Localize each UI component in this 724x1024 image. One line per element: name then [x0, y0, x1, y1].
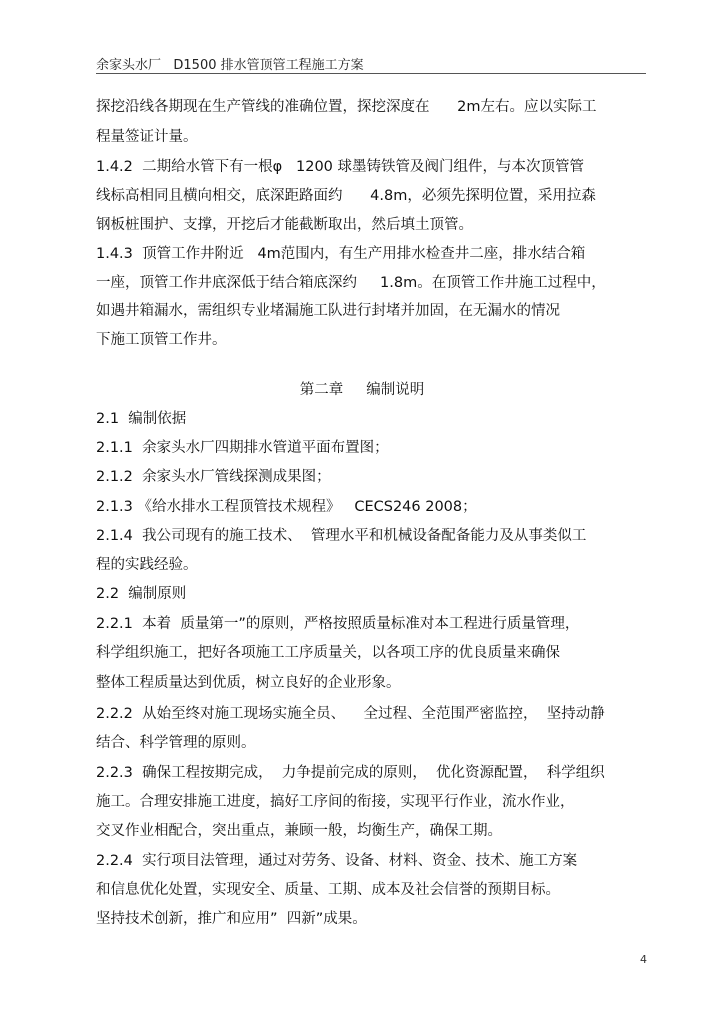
- text-line: 程的实践经验。: [96, 557, 198, 573]
- text-line: 坚持技术创新，推广和应用” 四新”成果。: [96, 911, 367, 927]
- text-line: 科学组织施工，把好各项施工工序质量关，以各项工序的优良质量来确保: [96, 645, 560, 661]
- text-line: 结合、科学管理的原则。: [96, 735, 256, 751]
- header-divider: [96, 73, 646, 74]
- text-line: 2.2.1 本着 质量第一”的原则，严格按照质量标准对本工程进行质量管理，: [96, 616, 580, 632]
- text-line: 2.2.4 实行项目法管理，通过对劳务、设备、材料、资金、技术、施工方案: [96, 853, 578, 869]
- text-line: 2.2.2 从始至终对施工现场实施全员、 全过程、全范围严密监控， 坚持动静: [96, 706, 605, 722]
- text-line: 交叉作业相配合，突出重点，兼顾一般，均衡生产，确保工期。: [96, 823, 502, 839]
- text-line: 线标高相同且横向相交，底深距路面约 4.8m，必须先探明位置，采用拉森: [96, 188, 596, 204]
- chapter-title: 第二章 编制说明: [299, 382, 425, 398]
- text-line: 和信息优化处置，实现安全、质量、工期、成本及社会信誉的预期目标。: [96, 882, 560, 898]
- page-header-title: 余家头水厂 D1500 排水管顶管工程施工方案: [96, 58, 364, 73]
- text-line: 钢板桩围护、支撑，开挖后才能截断取出，然后填土顶管。: [96, 217, 473, 233]
- text-line: 1.4.3 顶管工作井附近 4m范围内，有生产用排水检查井二座，排水结合箱: [96, 246, 586, 262]
- text-line: 2.1.2 余家头水厂管线探测成果图；: [96, 469, 331, 485]
- text-line: 2.1.1 余家头水厂四期排水管道平面布置图；: [96, 440, 389, 456]
- text-line: 探挖沿线各期现在生产管线的准确位置，探挖深度在 2m左右。应以实际工: [96, 99, 597, 115]
- text-line: 整体工程质量达到优质，树立良好的企业形象。: [96, 675, 401, 691]
- page-number: 4: [640, 953, 647, 966]
- text-line: 如遇井箱漏水，需组织专业堵漏施工队进行封堵并加固，在无漏水的情况: [96, 303, 560, 319]
- text-line: 程量签证计量。: [96, 129, 198, 145]
- text-line: 下施工顶管工作井。: [96, 332, 227, 348]
- text-line: 一座，顶管工作井底深低于结合箱底深约 1.8m。在顶管工作井施工过程中，: [96, 275, 606, 291]
- text-line: 2.1.4 我公司现有的施工技术、 管理水平和机械设备配备能力及从事类似工: [96, 528, 587, 544]
- section-heading: 2.1 编制依据: [96, 411, 187, 427]
- text-line: 2.1.3 《给水排水工程顶管技术规程》 CECS246 2008；: [96, 499, 477, 515]
- text-line: 2.2.3 确保工程按期完成， 力争提前完成的原则， 优化资源配置， 科学组织: [96, 765, 605, 781]
- text-line: 1.4.2 二期给水管下有一根φ 1200 球墨铸铁管及阀门组件，与本次顶管管: [96, 159, 585, 175]
- text-line: 施工。合理安排施工进度，搞好工序间的衔接，实现平行作业，流水作业，: [96, 794, 575, 810]
- section-heading: 2.2 编制原则: [96, 586, 187, 602]
